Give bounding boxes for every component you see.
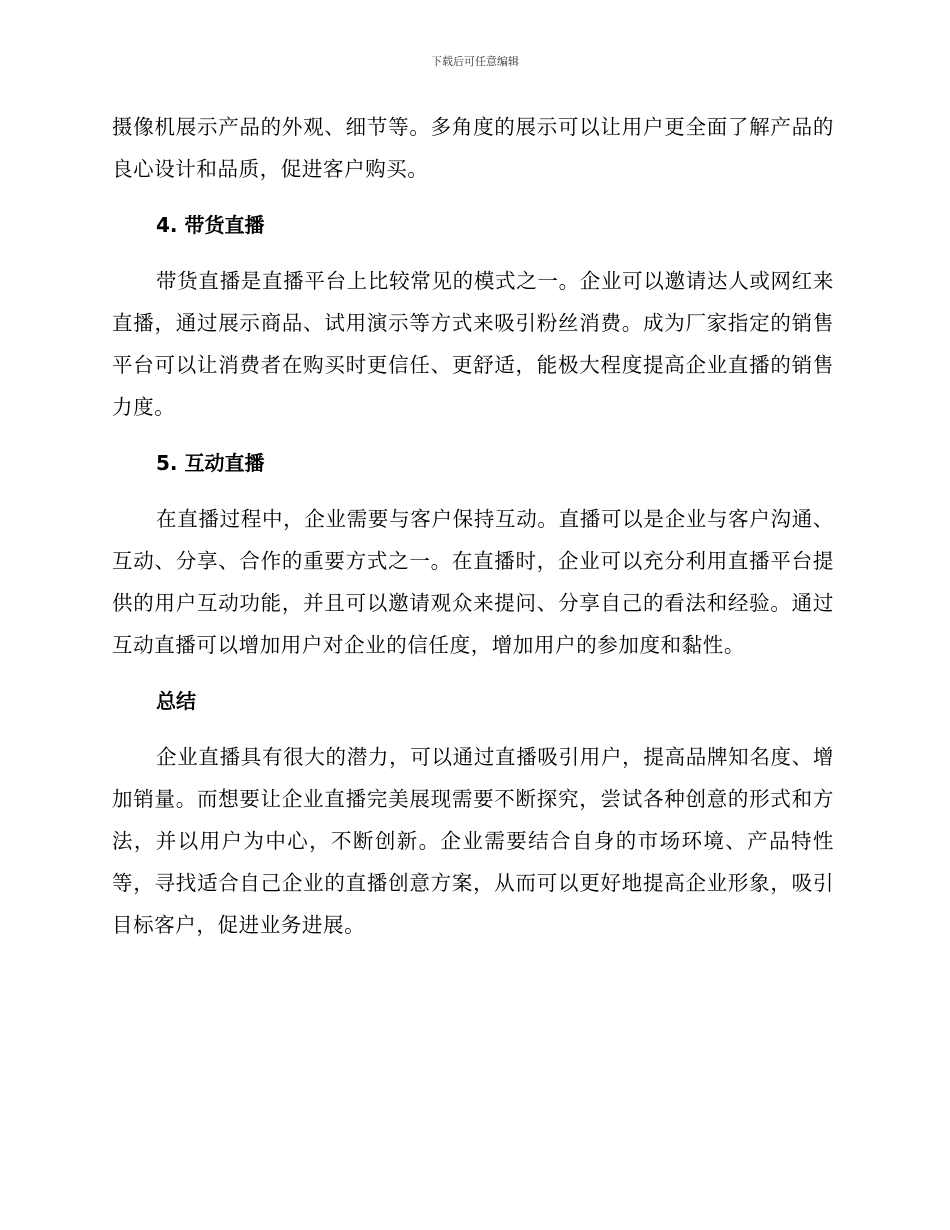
document-body [112, 106, 834, 960]
section-live-commerce [112, 204, 834, 428]
section-heading: 总结 [156, 689, 196, 713]
paragraph-continuation: 摄像机展示产品的外观、细节等。多角度的展示可以让用户更全面了解产品的良心设计和品质，促进客户购买。 [112, 115, 834, 181]
section-interactive-live [112, 442, 834, 666]
section-heading: 4. 带货直播 [156, 213, 265, 237]
section-heading: 5. 互动直播 [156, 451, 265, 475]
section-summary [112, 680, 834, 946]
page-header: 下载后可任意编辑 [431, 55, 519, 68]
section-intro-continuation [112, 106, 834, 190]
section-paragraph: 企业直播具有很大的潜力，可以通过直播吸引用户，提高品牌知名度、增加销量。而想要让企业直播完美展现需要不断探究，尝试各种创意的形式和方法，并以用户为中心，不断创新。企业需要结合自身的市场环境、产品特性等，寻找适合自己企业的直播创意方案，从而可以更好地提高企业形象，吸引目标客户，促进业务进展。 [112, 745, 834, 937]
section-paragraph: 带货直播是直播平台上比较常见的模式之一。企业可以邀请达人或网红来直播，通过展示商品、试用演示等方式来吸引粉丝消费。成为厂家指定的销售平台可以让消费者在购买时更信任、更舒适，能极大程度提高企业直播的销售力度。 [112, 269, 834, 419]
section-paragraph: 在直播过程中，企业需要与客户保持互动。直播可以是企业与客户沟通、互动、分享、合作的重要方式之一。在直播时，企业可以充分利用直播平台提供的用户互动功能，并且可以邀请观众来提问、分享自己的看法和经验。通过互动直播可以增加用户对企业的信任度，增加用户的参加度和黏性。 [112, 507, 834, 657]
